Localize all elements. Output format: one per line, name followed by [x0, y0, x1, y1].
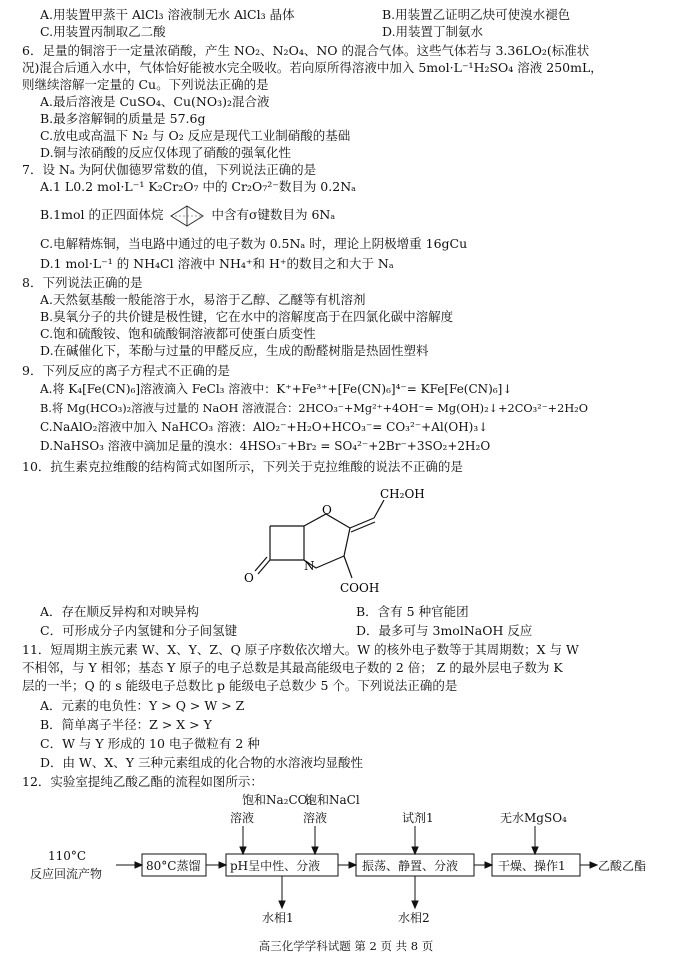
q9-option-c: C.NaAlO₂溶液中加入 NaHCO₃ 溶液：AlO₂⁻+H₂O+HCO₃⁻= CO₃²⁻+Al(OH)₃↓	[40, 420, 489, 434]
purification-flowchart	[30, 792, 680, 932]
q7-option-a: A.1 L0.2 mol·L⁻¹ K₂Cr₂O₇ 中的 Cr₂O₇²⁻数目为 0.2Nₐ	[40, 179, 356, 194]
q7-stem: 7．设 Nₐ 为阿伏伽德罗常数的值，下列说法正确的是	[22, 162, 317, 177]
reagent-na2co3-solution: 溶液	[230, 811, 255, 825]
q6-option-b: B.最多溶解铜的质量是 57.6g	[40, 111, 206, 126]
q10-option-d: D．最多可与 3molNaOH 反应	[356, 623, 533, 638]
q11-option-d: D．由 W、X、Y 三种元素组成的化合物的水溶液均显酸性	[40, 755, 363, 770]
aqueous-phase-1: 水相1	[262, 911, 294, 925]
q7-option-b	[40, 203, 692, 227]
q11-option-b: B．简单离子半径：Z > X > Y	[40, 717, 212, 732]
q6-option-c: C.放电或高温下 N₂ 与 O₂ 反应是现代工业制硝酸的基础	[40, 128, 351, 143]
q7-option-b-pre: B.1mol 的正四面体烷	[40, 207, 164, 222]
reagent-1: 试剂1	[402, 811, 434, 825]
reagent-na2co3: 饱和Na₂CO₃	[242, 793, 313, 807]
step-distill-label: 80°C蒸馏	[146, 859, 201, 873]
q10-option-c: C．可形成分子内氢键和分子间氢键	[40, 623, 238, 638]
q9-stem: 9．下列反应的离子方程式不正确的是	[22, 363, 230, 378]
q6-stem-1: 6．足量的铜溶于一定量浓硝酸，产生 NO₂、N₂O₄、NO 的混合气体。这些气体若与 3.36LO₂(标准状	[22, 43, 590, 58]
mol-label-o-ring: O	[322, 503, 332, 517]
q6-option-a: A.最后溶液是 CuSO₄、Cu(NO₃)₂混合液	[40, 94, 270, 109]
mol-label-o-carbonyl: O	[244, 571, 254, 585]
step-neutral-label: pH呈中性、分液	[230, 859, 321, 873]
mol-label-ch2oh: CH₂OH	[380, 487, 425, 501]
q10-option-b: B．含有 5 种官能团	[356, 604, 469, 619]
page-footer: 高三化学学科试题 第 2 页 共 8 页	[258, 939, 434, 953]
q11-stem-2: 不相邻，与 Y 相邻；基态 Y 原子的电子总数是其最高能级电子数的 2 倍； Z 的最外层电子数为 K	[22, 660, 563, 675]
q8-option-b: B.臭氧分子的共价键是极性键，它在水中的溶解度高于在四氯化碳中溶解度	[40, 309, 454, 324]
q11-option-c: C．W 与 Y 形成的 10 电子微粒有 2 种	[40, 736, 260, 751]
step-shake-label: 振荡、静置、分液	[362, 859, 459, 873]
start-temperature: 110°C	[48, 849, 87, 863]
q12-stem: 12．实验室提纯乙酸乙酯的流程如图所示：	[22, 774, 263, 789]
q6-stem-2: 况)混合后通入水中，气体恰好能被水完全吸收。若向原所得溶液中加入 5mol·L⁻¹H₂SO₄ 溶液 250mL，	[22, 60, 603, 75]
q8-stem: 8．下列说法正确的是	[22, 275, 143, 290]
q6-stem-3: 则继续溶解一定量的 Cu。下列说法正确的是	[22, 77, 269, 92]
mol-label-cooh: COOH	[340, 581, 380, 595]
q5-option-c: C.用装置丙制取乙二酸	[40, 24, 166, 39]
q9-option-a: A.将 K₄[Fe(CN)₆]溶液滴入 FeCl₃ 溶液中：K⁺+Fe³⁺+[Fe(CN)₆]⁴⁻= KFe[Fe(CN)₆]↓	[40, 382, 513, 396]
mol-label-n: N	[304, 559, 315, 573]
tetrahedrane-icon	[167, 204, 207, 228]
q11-option-a: A．元素的电负性：Y > Q > W > Z	[40, 698, 245, 713]
reagent-nacl-solution: 溶液	[303, 811, 328, 825]
q11-stem-1: 11．短周期主族元素 W、X、Y、Z、Q 原子序数依次增大。W 的核外电子数等于其周期数；X 与 W	[22, 642, 579, 657]
q9-option-d: D.NaHSO₃ 溶液中滴加足量的溴水：4HSO₃⁻+Br₂ = SO₄²⁻+2Br⁻+3SO₂+2H₂O	[40, 439, 491, 453]
q8-option-c: C.饱和硫酸铵、饱和硫酸铜溶液都可使蛋白质变性	[40, 326, 316, 341]
q7-option-d: D.1 mol·L⁻¹ 的 NH₄Cl 溶液中 NH₄⁺和 H⁺的数目之和大于 Nₐ	[40, 256, 394, 271]
final-product: 乙酸乙酯	[598, 859, 647, 873]
q8-option-d: D.在碱催化下，苯酚与过量的甲醛反应，生成的酚醛树脂是热固性塑料	[40, 343, 429, 358]
q6-option-d: D.铜与浓硝酸的反应仅体现了硝酸的强氧化性	[40, 145, 292, 160]
q10-stem: 10．抗生素克拉维酸的结构简式如图所示，下列关于克拉维酸的说法不正确的是	[22, 459, 463, 474]
step-dry-label: 干燥、操作1	[498, 859, 566, 873]
q5-option-b: B.用装置乙证明乙炔可使溴水褪色	[382, 7, 571, 22]
aqueous-phase-2: 水相2	[398, 911, 430, 925]
start-product: 反应回流产物	[30, 867, 103, 881]
q5-option-d: D.用装置丁制氨水	[382, 24, 484, 39]
q7-option-c: C.电解精炼铜，当电路中通过的电子数为 0.5Nₐ 时，理论上阴极增重 16gCu	[40, 236, 468, 251]
q11-stem-3: 层的一半；Q 的 s 能级电子总数比 p 能级电子总数少 5 个。下列说法正确的是	[22, 678, 458, 693]
reagent-nacl: 饱和NaCl	[305, 793, 360, 807]
q10-option-a: A．存在顺反异构和对映异构	[40, 604, 200, 619]
q9-option-b: B.将 Mg(HCO₃)₂溶液与过量的 NaOH 溶液混合：2HCO₃⁻+Mg²⁺+4OH⁻= Mg(OH)₂↓+2CO₃²⁻+2H₂O	[40, 402, 588, 415]
q7-option-b-post: 中含有σ键数目为 6Nₐ	[211, 207, 336, 222]
q8-option-a: A.天然氨基酸一般能溶于水，易溶于乙醇、乙醚等有机溶剂	[40, 292, 366, 307]
q5-option-a: A.用装置甲蒸干 AlCl₃ 溶液制无水 AlCl₃ 晶体	[40, 7, 295, 22]
reagent-mgso4: 无水MgSO₄	[500, 811, 567, 825]
clavulanic-acid-structure	[240, 478, 460, 598]
